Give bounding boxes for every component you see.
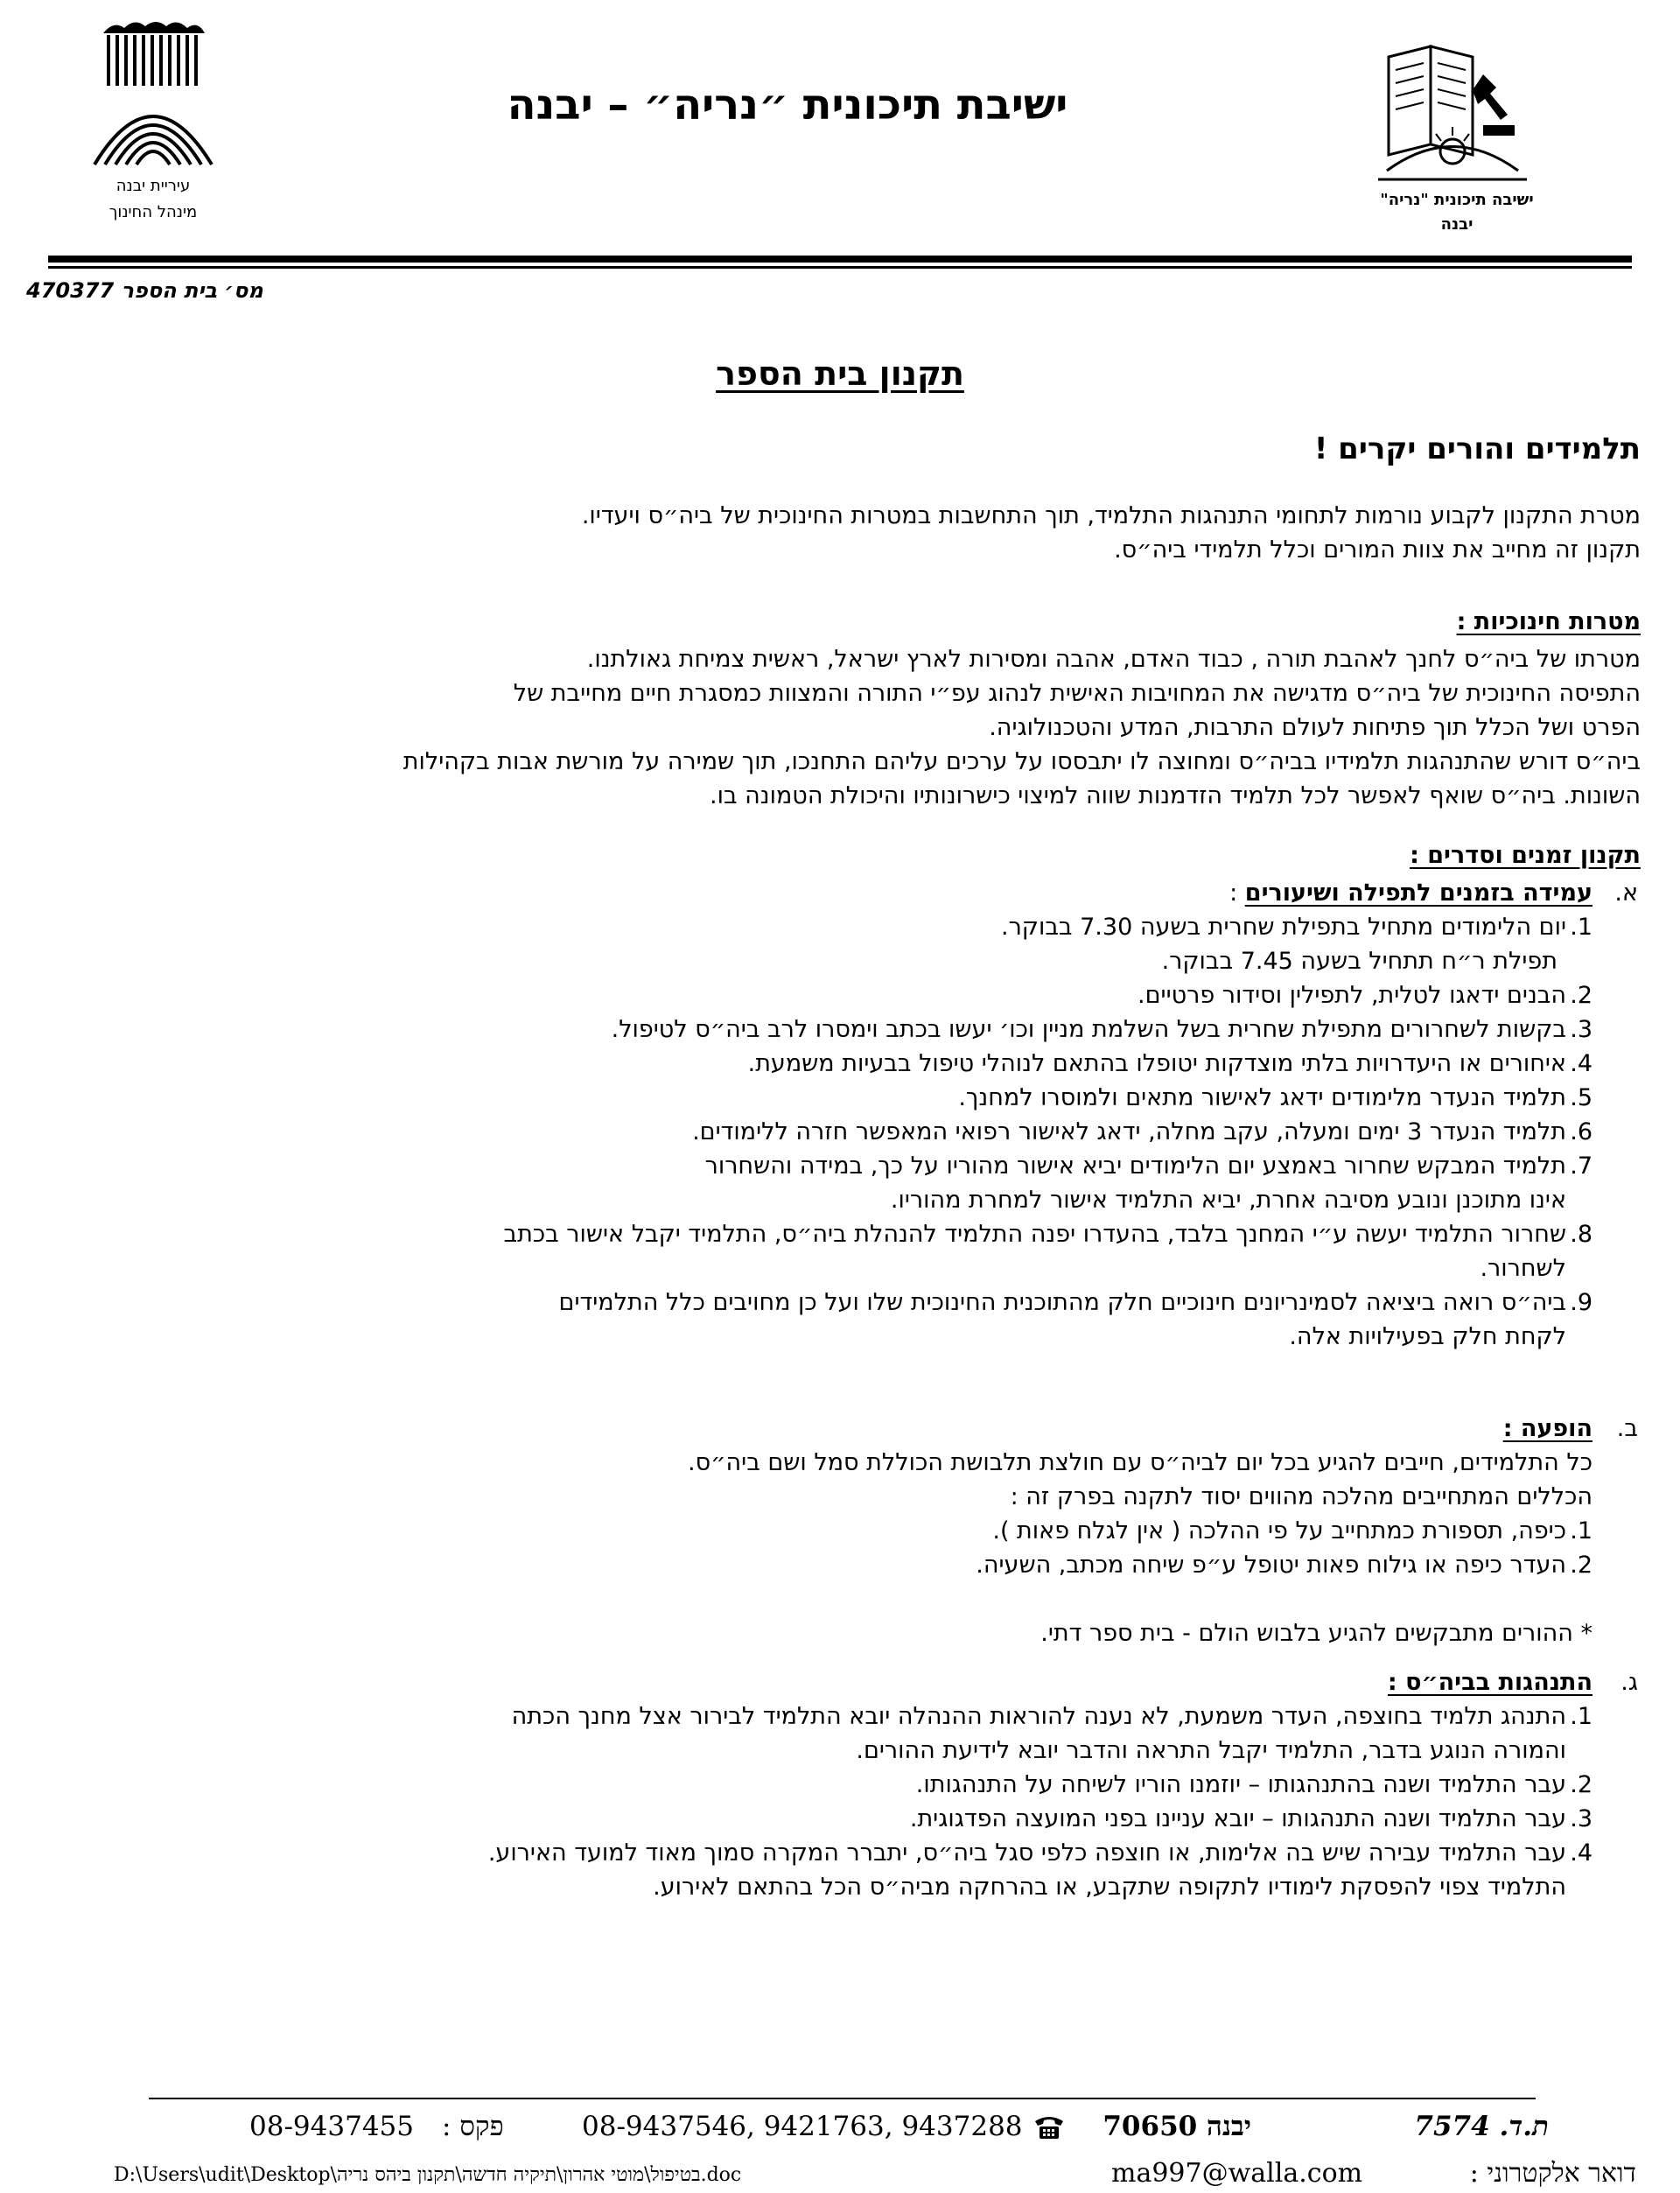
email-address: ma997@walla.com [1111,2158,1363,2189]
section-b-heading: הופעה : [1502,1415,1592,1442]
item-number: 4. [1570,1839,1592,1867]
item-number: 3. [1570,1016,1592,1043]
item-number: 8. [1570,1221,1592,1248]
item-number: 6. [1570,1118,1592,1146]
item-text: תלמיד הנעדר 3 ימים ומעלה, עקב מחלה, ידאג לאישור רפואי המאפשר חזרה ללימודים. [692,1118,1566,1146]
list-item [88,1286,1592,1354]
list-item [88,1768,1592,1802]
item-text: עבר התלמיד ושנה התנהגותו – יובא עניינו בפני המועצה הפדגוגית. [909,1805,1566,1832]
logo-left-caption [70,173,236,226]
item-text: תלמיד המבקש שחרור באמצע יום הלימודים יביא אישור מהוריו על כך, במידה והשחרור [704,1153,1566,1180]
header-divider-thick [48,256,1632,263]
item-text: שחרור התלמיד יעשה ע״י המחנך בלבד, בהעדרו יפנה התלמיד להנהלת ביה״ס, התלמיד יקבל אישור בכתב [503,1221,1566,1248]
item-text: התלמיד צפוי להפסקת לימודיו לתקופה שתקבע, או בהרחקה מביה״ס הכל בהתאם לאירוע. [653,1874,1566,1901]
item-text: יום הלימודים מתחיל בתפילת שחרית בשעה 7.30 בבוקר. [1000,914,1566,941]
item-text: עבר התלמיד עבירה שיש בה אלימות, או חוצפה כלפי סגל ביה״ס, יתברר המקרה סמוך מאוד למועד האירוע. [487,1839,1566,1867]
item-text: תפילת ר״ח תתחיל בשעה 7.45 בבוקר. [1161,948,1558,975]
logo-right-caption [1365,188,1549,237]
item-number: 5. [1570,1084,1592,1111]
phone-icon [1032,2112,1066,2147]
section-letter: א. [1614,879,1638,907]
file-path: D:\Users\udit\Desktop\בטיפול\מוטי אהרון\תיקיה חדשה\תקנון ביהס נריה.doc [114,2164,742,2186]
section-a-heading-row [88,876,1592,910]
goals-line: ביה״ס דורש שהתנהגות תלמידיו בביה״ס ומחוצה לו יתבססו על ערכים עליהם התחנכו, תוך שמירה על מורשת אבות בקהילות [402,748,1641,775]
list-item [88,910,1592,978]
section-c-list [88,1699,1592,1904]
section-a-list [88,910,1592,1354]
list-item [88,1514,1592,1548]
header-divider-thin [48,266,1632,269]
goals-line: התפיסה החינוכית של ביה״ס מדגישה את המחויבות האישית לנהוג עפ״י התורה והמצוות כמסגרת חיים מחייבת של [513,680,1641,707]
footer-contact-row [0,2111,1680,2154]
item-number: 4. [1570,1050,1592,1077]
logo-right-caption-line: יבנה [1440,215,1474,234]
city-zip: יבנה 70650 [1102,2111,1251,2142]
section-a-heading-colon: : [1229,879,1245,907]
section-a-heading: עמידה בזמנים לתפילה ושיעורים [1244,879,1592,907]
municipality-emblem-icon [88,16,219,169]
logo-right-caption-line: ישיבה תיכונית "נריה" [1380,191,1534,209]
document-title: תקנון בית הספר [716,354,964,393]
item-text: העדר כיפה או גילוח פאות יטופל ע״פ שיחה מכתב, השעיה. [976,1552,1566,1579]
item-number: 9. [1570,1289,1592,1316]
goals-line: מטרתו של ביה״ס לחנך לאהבת תורה , כבוד האדם, אהבה ומסירות לארץ ישראל, ראשית צמיחת גאולתנו. [586,646,1641,673]
section-b-line: הכללים המתחייבים מהלכה מהווים יסוד לתקנה בפרק זה : [1010,1483,1592,1510]
list-item [88,1149,1592,1217]
item-text: לשחרור. [1480,1255,1566,1282]
spacer [88,1582,1592,1616]
section-b-list [88,1514,1592,1582]
section-letter: ב. [1616,1415,1638,1442]
item-text: בקשות לשחרורים מתפילת שחרית בשל השלמת מניין וכו׳ יעשו בכתב וימסרו לרב ביה״ס לטיפול. [611,1016,1566,1043]
list-item [88,1802,1592,1836]
section-a [88,876,1638,1354]
item-text: כיפה, תספורת כמתחייב על פי ההלכה ( אין לגלח פאות ). [992,1517,1566,1545]
item-text: התנהג תלמיד בחוצפה, העדר משמעת, לא נענה להוראות ההנהלה יובא התלמיד לבירור אצל מחנך הכתה [511,1703,1566,1730]
school-title: ישיבת תיכונית ״נריה״ – יבנה [507,81,1068,130]
item-number: 1. [1570,914,1592,941]
list-item [88,1047,1592,1081]
item-text: תלמיד הנעדר מלימודים ידאג לאישור מתאים ולמוסרו למחנך. [958,1084,1566,1111]
item-text: והמורה הנוגע בדבר, התלמיד יקבל התראה והדבר יובא לידיעת ההורים. [856,1737,1566,1764]
goals-line: השונות. ביה״ס שואף לאפשר לכל תלמיד הזדמנות שווה למיצוי כישרונותיו והיכולת הטמונה בו. [710,782,1641,809]
item-number: 7. [1570,1153,1592,1180]
item-number: 2. [1570,982,1592,1009]
item-text: הבנים ידאגו לטלית, לתפילין וסידור פרטיים. [1138,982,1566,1009]
item-text: עבר התלמיד ושנה בהתנהגותו – יוזמנו הוריו לשיחה על התנהגותו. [915,1771,1566,1798]
item-text: ביה״ס רואה ביציאה לסמינריונים חינוכיים חלק מהתוכנית החינוכית שלו ועל כן מחויבים כלל התלמידים [558,1289,1566,1316]
item-text: איחורים או היעדרויות בלתי מוצדקות יטופלו בהתאם לנוהלי טיפול בבעיות משמעת. [747,1050,1566,1077]
school-number: מס׳ בית הספר 470377 [26,278,263,303]
municipality-logo [88,16,219,169]
goals-line: הפרט ושל הכלל תוך פתיחות לעולם התרבות, המדע והטכנולוגיה. [989,714,1641,741]
intro-paragraph [39,499,1641,567]
section-b [88,1412,1638,1650]
item-number: 1. [1570,1703,1592,1730]
school-logo [1378,39,1527,188]
phone-numbers: 08-9437546, 9421763, 9437288 [582,2111,1023,2142]
greeting: תלמידים והורים יקרים ! [1313,431,1641,466]
list-item [88,1012,1592,1047]
list-item [88,978,1592,1012]
list-item [88,1836,1592,1904]
book-sun-logo-icon [1378,39,1527,188]
intro-line: מטרת התקנון לקבוע נורמות לתחומי התנהגות התלמיד, תוך התחשבות במטרות החינוכית של ביה״ס ויעדיו. [581,502,1641,529]
schedule-heading: תקנון זמנים וסדרים : [1410,842,1641,869]
section-letter: ג. [1620,1669,1638,1696]
fax-label: פקס : [442,2111,504,2142]
email-label: דואר אלקטרוני : [1469,2158,1636,2189]
list-item [88,1548,1592,1582]
item-number: 1. [1570,1517,1592,1545]
list-item [88,1699,1592,1768]
section-b-line: כל התלמידים, חייבים להגיע בכל יום לביה״ס עם חולצת תלבושת הכוללת סמל ושם ביה״ס. [688,1449,1592,1476]
list-item [88,1217,1592,1286]
footer-email-row [0,2158,1680,2193]
list-item [88,1115,1592,1149]
goals-heading: מטרות חינוכיות : [1456,608,1641,635]
list-item [88,1081,1592,1115]
item-number: 2. [1570,1552,1592,1579]
goals-paragraph [39,642,1641,813]
section-c-heading: התנהגות בביה״ס : [1387,1669,1592,1696]
fax-number: 08-9437455 [249,2111,414,2142]
item-number: 3. [1570,1805,1592,1832]
footer-divider [149,2098,1536,2099]
item-text: לקחת חלק בפעילויות אלה. [1289,1323,1566,1350]
item-number: 2. [1570,1771,1592,1798]
logo-left-caption-line: עיריית יבנה [116,177,191,195]
po-box: ת.ד. 7574 [1414,2111,1549,2142]
item-text: אינו מתוכנן ונובע מסיבה אחרת, יביא התלמיד אישור למחרת מהוריו. [890,1187,1566,1214]
section-b-note: * ההורים מתבקשים להגיע בלבוש הולם - בית ספר דתי. [1040,1620,1592,1647]
section-c [88,1665,1638,1904]
logo-left-caption-line: מינהל החינוך [108,203,198,221]
intro-line: תקנון זה מחייב את צוות המורים וכלל תלמידי ביה״ס. [1114,536,1641,564]
